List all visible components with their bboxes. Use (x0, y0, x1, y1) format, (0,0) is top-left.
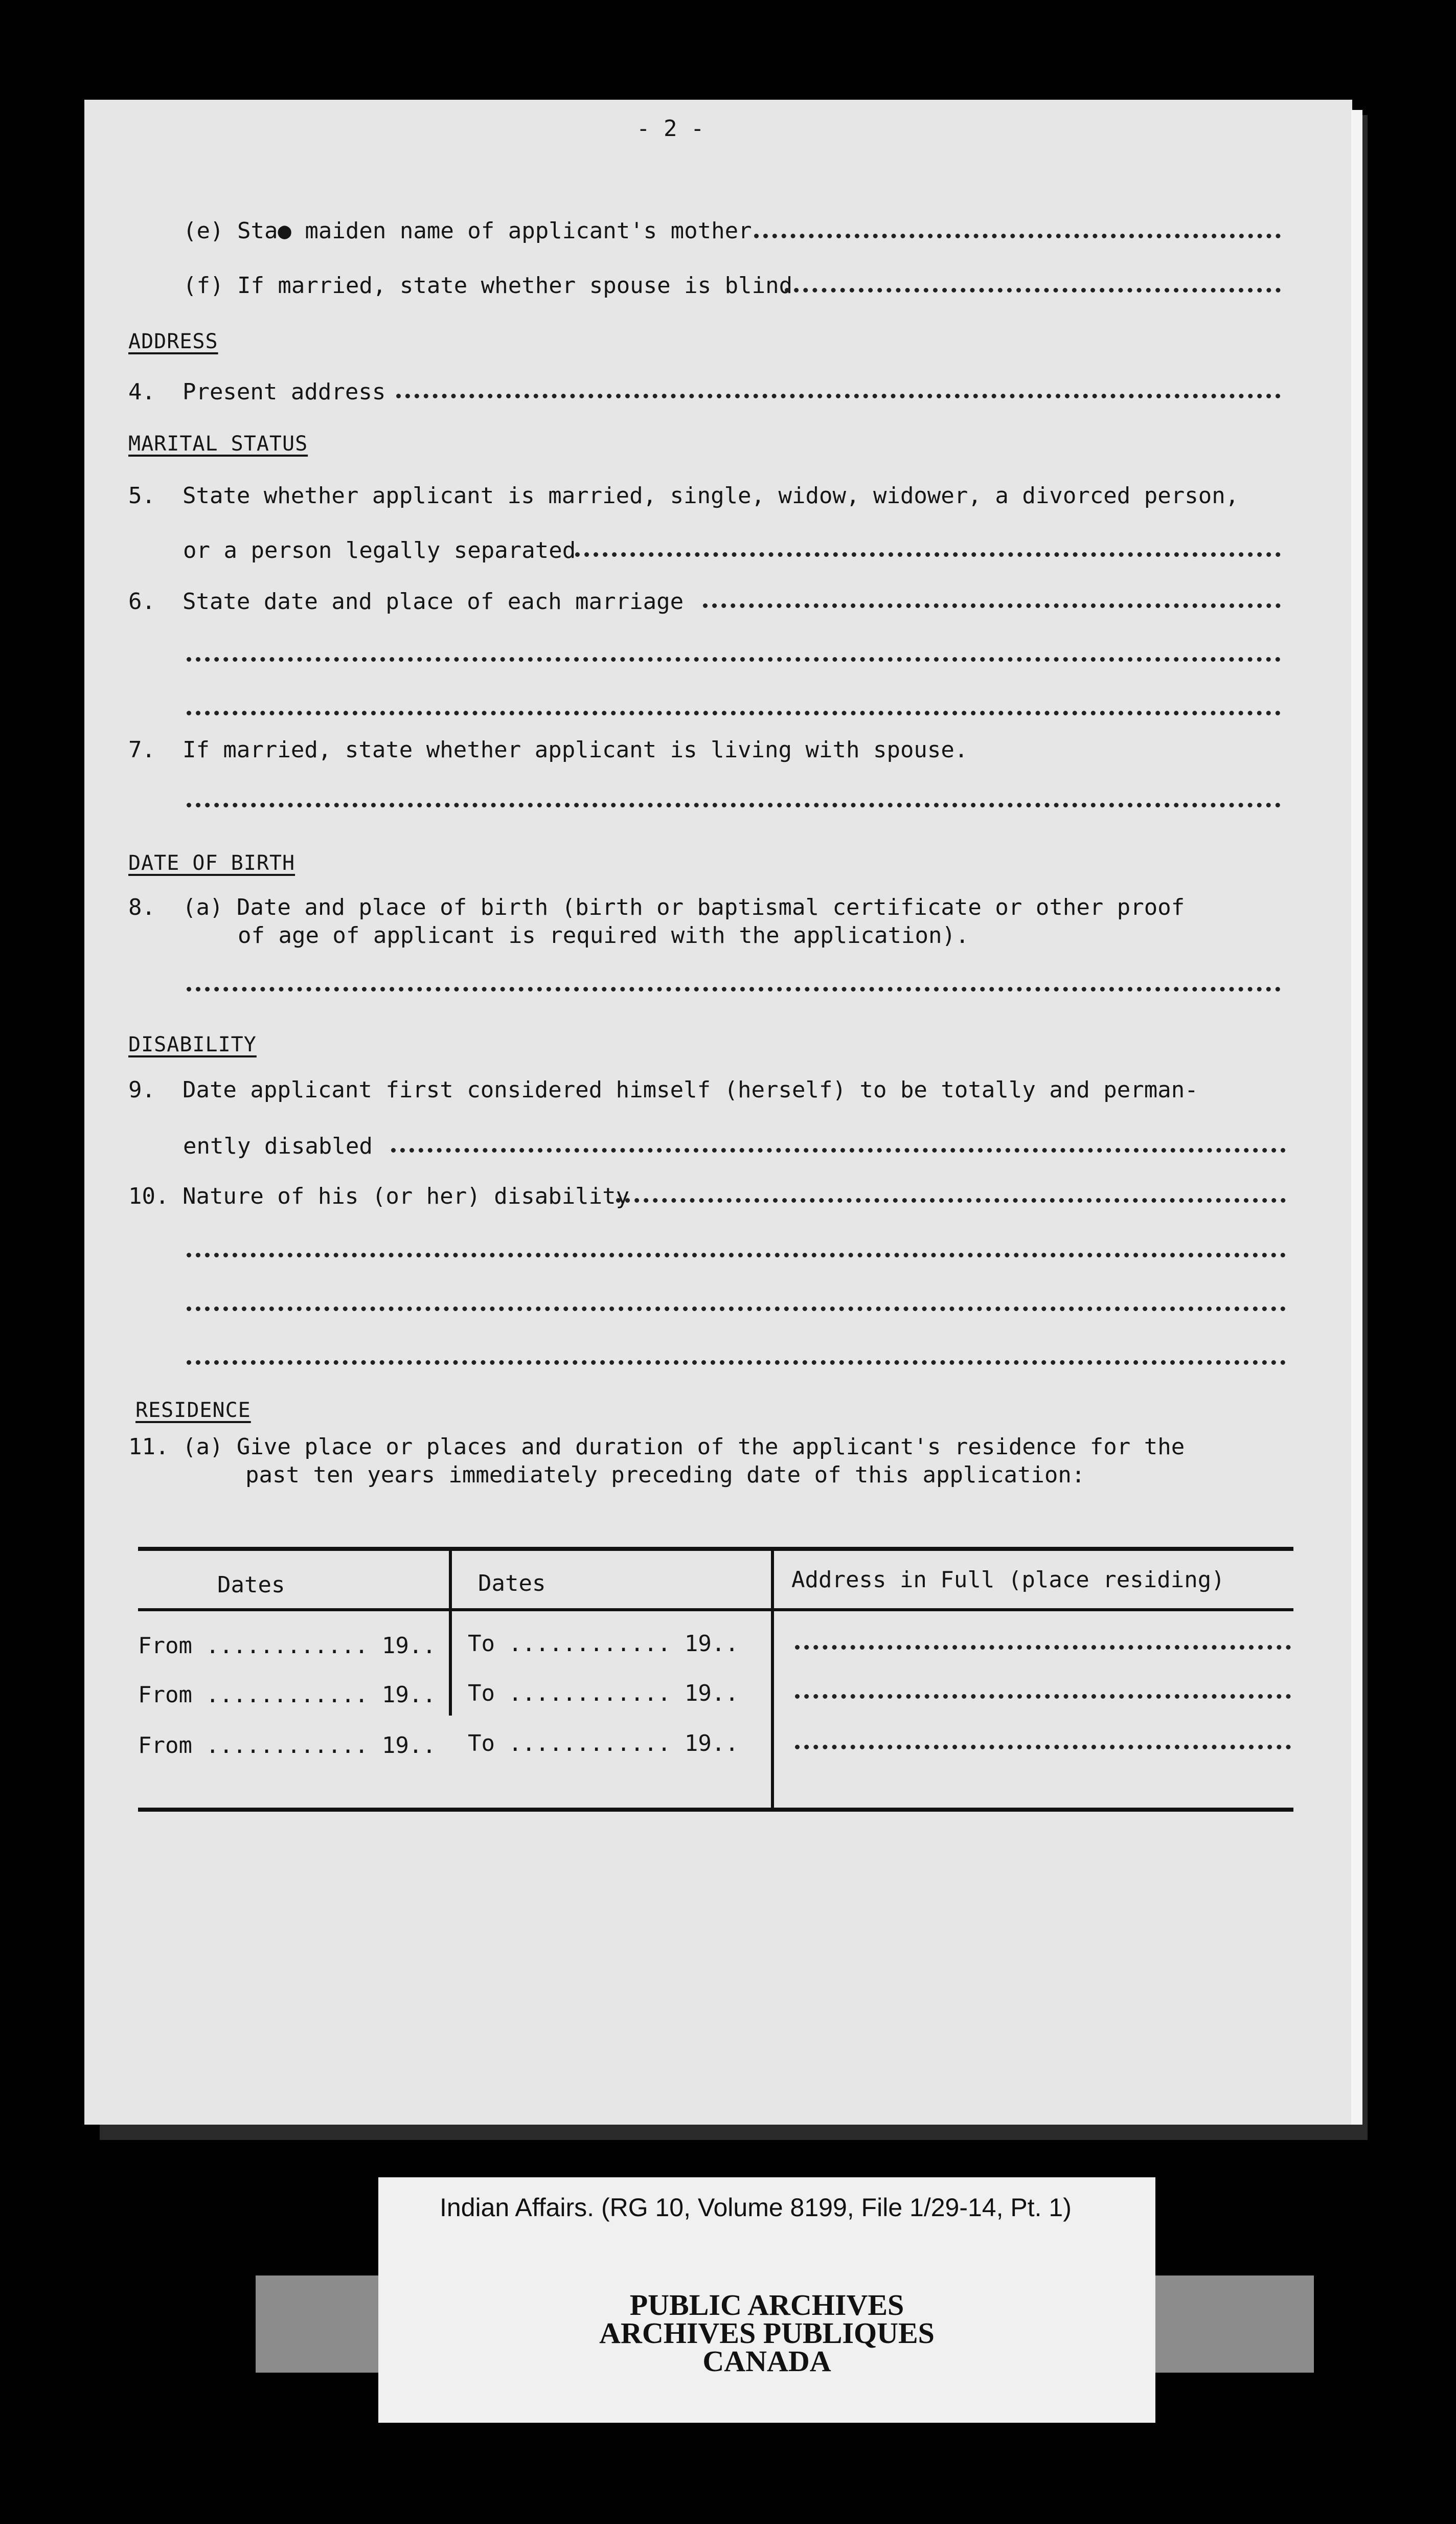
item-7: 7. If married, state whether applicant is living with spouse. (128, 737, 968, 763)
item-4: 4. Present address (128, 379, 386, 405)
heading-date-of-birth: DATE OF BIRTH (128, 851, 295, 875)
heading-disability: DISABILITY (128, 1033, 257, 1056)
archive-stamp (378, 2244, 1155, 2423)
archive-line-2: ARCHIVES PUBLIQUES (599, 2316, 935, 2350)
dotted-line (187, 1306, 1286, 1311)
heading-marital-status: MARITAL STATUS (128, 432, 308, 456)
form-page (84, 100, 1352, 2125)
table-row-to: To ............ 19.. (468, 1680, 739, 1706)
table-row-to: To ............ 19.. (468, 1730, 739, 1756)
table-row-to: To ............ 19.. (468, 1631, 739, 1657)
table-header-dates-from: Dates (217, 1572, 285, 1598)
address-dotted-line (795, 1645, 1291, 1650)
archive-line-3: CANADA (702, 2345, 831, 2378)
item-e: (e) Sta● maiden name of applicant's mother (183, 218, 752, 244)
archive-reference: Indian Affairs. (RG 10, Volume 8199, File 1/29-14, Pt. 1) (440, 2193, 1072, 2222)
dotted-line (616, 1198, 1286, 1203)
item-11a: 11. (a) Give place or places and duration of the applicant's residence for the (128, 1434, 1185, 1460)
address-dotted-line (795, 1745, 1291, 1749)
table-header-rule (138, 1608, 1293, 1611)
dotted-line (575, 552, 1281, 557)
column-divider (449, 1547, 452, 1716)
table-bottom-rule (138, 1808, 1293, 1812)
heading-address: ADDRESS (128, 330, 218, 353)
dotted-line (187, 1360, 1286, 1365)
item-6: 6. State date and place of each marriage (128, 589, 684, 615)
dotted-line (187, 803, 1281, 807)
dotted-line (187, 657, 1281, 662)
dotted-line (187, 711, 1281, 715)
address-dotted-line (795, 1694, 1291, 1699)
table-header-dates-to: Dates (478, 1570, 546, 1596)
dotted-line (187, 1253, 1286, 1257)
dotted-line (391, 1148, 1286, 1153)
reference-label (378, 2177, 1155, 2244)
dotted-line (754, 234, 1281, 238)
item-8b: of age of applicant is required with the application). (238, 922, 969, 949)
page-number: - 2 - (636, 116, 704, 142)
item-8a: 8. (a) Date and place of birth (birth or baptismal certificate or other proof (128, 894, 1185, 920)
table-header-address: Address in Full (place residing) (791, 1567, 1225, 1593)
item-5a: 5. State whether applicant is married, single, widow, widower, a divorced person, (128, 483, 1239, 509)
item-11b: past ten years immediately preceding date of this application: (245, 1462, 1085, 1488)
item-5b: or a person legally separated (183, 537, 576, 564)
archive-line-1: PUBLIC ARCHIVES (629, 2288, 904, 2322)
table-row-from: From ............ 19.. (138, 1682, 436, 1708)
item-9a: 9. Date applicant first considered himself (herself) to be totally and perman- (128, 1077, 1198, 1103)
item-9b: ently disabled (183, 1133, 373, 1159)
dotted-line (785, 288, 1281, 292)
item-10: 10. Nature of his (or her) disability (128, 1183, 630, 1209)
dotted-line (396, 394, 1281, 398)
column-divider (771, 1547, 774, 1808)
table-top-rule (138, 1547, 1293, 1551)
item-f: (f) If married, state whether spouse is blind (183, 273, 793, 299)
table-row-from: From ............ 19.. (138, 1732, 436, 1759)
dotted-line (187, 987, 1281, 991)
dotted-line (703, 603, 1281, 608)
table-row-from: From ............ 19.. (138, 1633, 436, 1659)
heading-residence: RESIDENCE (135, 1399, 251, 1422)
